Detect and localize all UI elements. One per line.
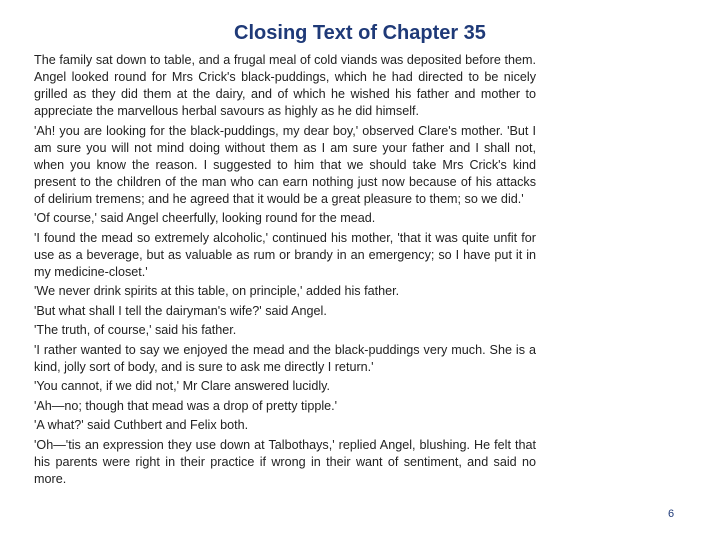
page-title: Closing Text of Chapter 35	[234, 22, 486, 44]
chapter-text	[34, 52, 536, 490]
paragraph: 'A what?' said Cuthbert and Felix both.	[34, 418, 249, 432]
paragraph: 'You cannot, if we did not,' Mr Clare answered lucidly.	[34, 379, 331, 393]
paragraph: 'Of course,' said Angel cheerfully, looking round for the mead.	[34, 211, 376, 225]
paragraph: 'I rather wanted to say we enjoyed the mead and the black-puddings very much. She is a kind, jolly sort of body, and is sure to ask me directly I return.'	[34, 342, 536, 374]
paragraph: 'But what shall I tell the dairyman's wife?' said Angel.	[34, 303, 327, 318]
paragraph: 'The truth, of course,' said his father.	[34, 323, 237, 337]
paragraph: 'Ah—no; though that mead was a drop of pretty tipple.'	[34, 398, 338, 413]
paragraph: 'Oh—'tis an expression they use down at Talbothays,' replied Angel, blushing. He felt that his parents were right in their practice if wrong in their want of sentiment, and said no more.	[34, 437, 536, 486]
page-number: 6	[668, 508, 675, 520]
paragraph: 'We never drink spirits at this table, on principle,' added his father.	[34, 284, 400, 298]
paragraph: The family sat down to table, and a frugal meal of cold viands was deposited before them. Angel looked round for Mrs Crick's black-puddings, which he had directed to be nicely grilled as they did them at the dairy, and of which he wished his father and mother to appreciate the marvellous herbal savours as highly as he did himself.	[34, 53, 536, 118]
paragraph: 'Ah! you are looking for the black-puddings, my dear boy,' observed Clare's mother. 'But I am sure you will not mind doing without them as I am sure your father and I shall not, when you know the reason. I suggested to him that we should take Mrs Crick's kind present to the children of the man who can earn nothing just now because of his attacks of delirium tremens; and he agreed that it would be a great pleasure to them; so we did.'	[34, 123, 536, 206]
paragraph: 'I found the mead so extremely alcoholic,' continued his mother, 'that it was quite unfit for use as a beverage, but as valuable as rum or brandy in an emergency; so I have put it in my medicine-closet.'	[34, 230, 536, 279]
